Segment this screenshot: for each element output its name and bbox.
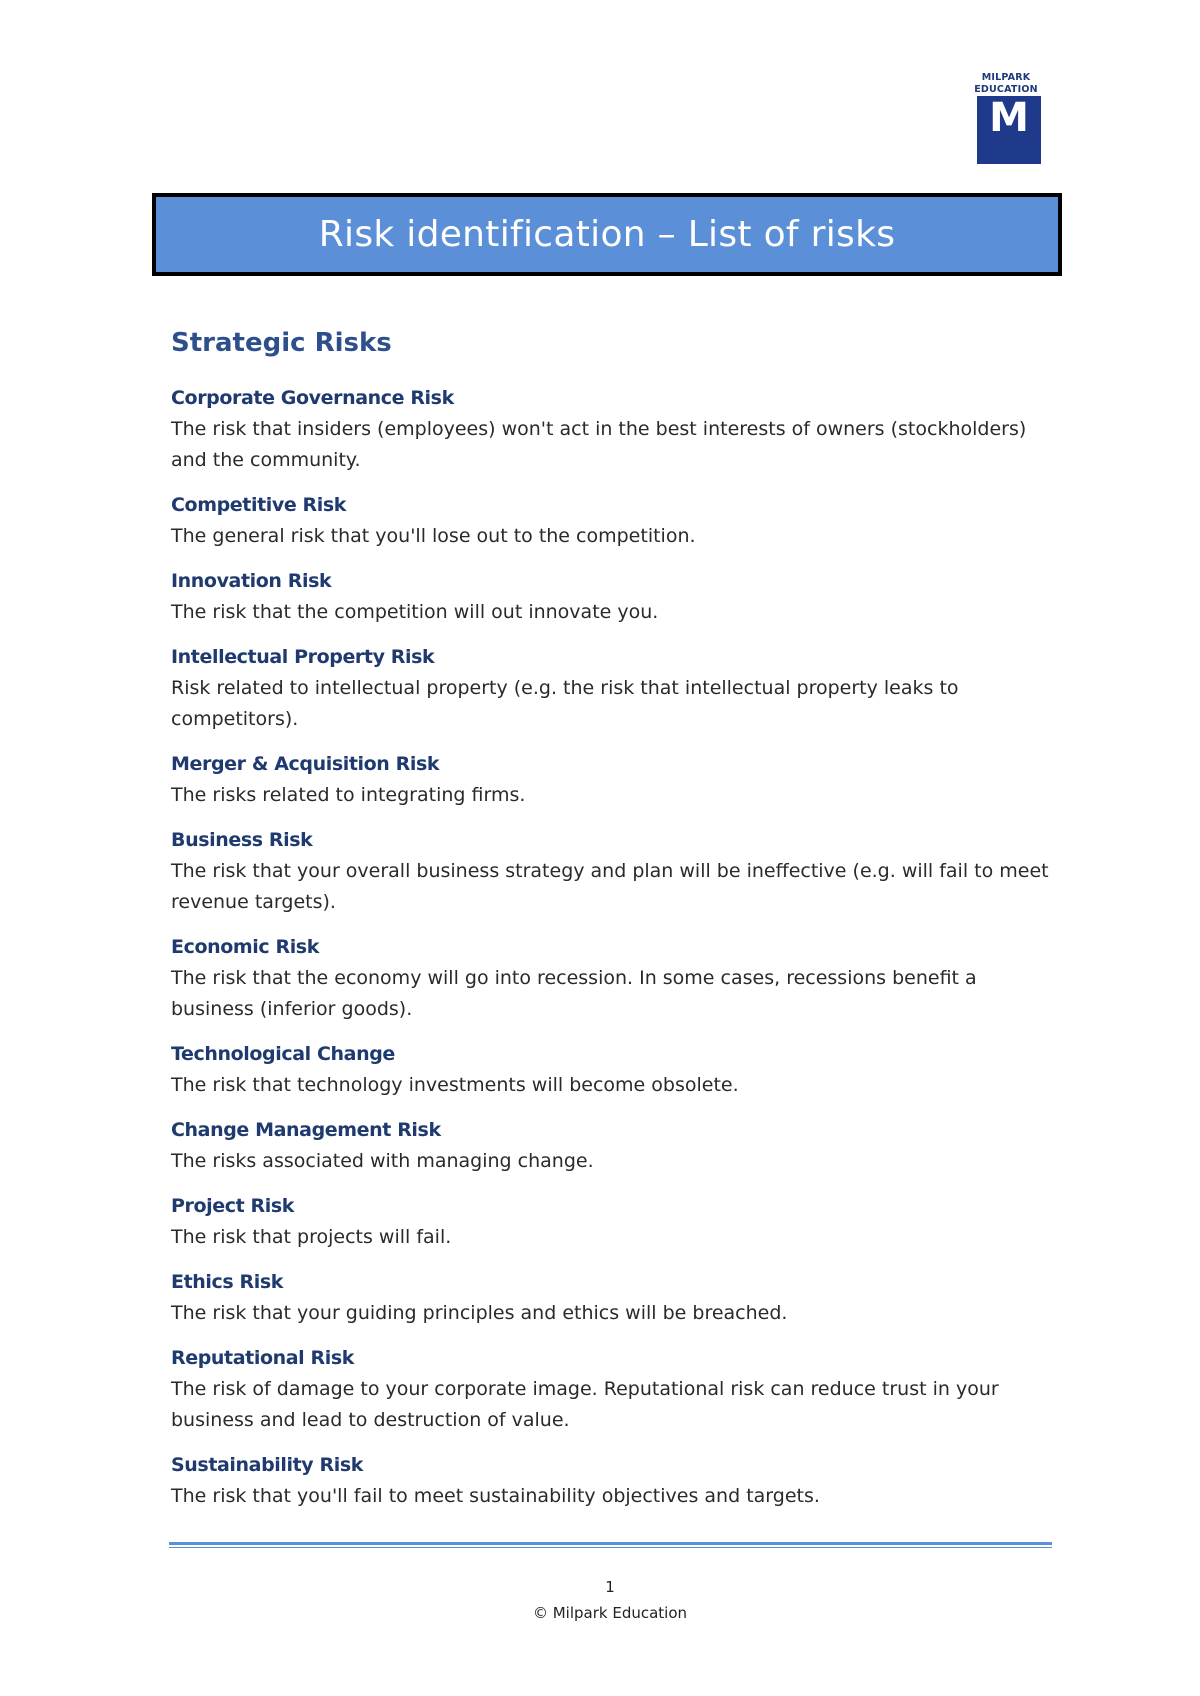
risk-item [171, 1343, 1051, 1436]
risk-item [171, 642, 1051, 735]
risk-item [171, 749, 1051, 811]
risk-name: Competitive Risk [171, 494, 347, 516]
risk-name: Innovation Risk [171, 570, 332, 592]
logo-text-education: EDUCATION [974, 84, 1038, 95]
risk-description: The risk of damage to your corporate image. Reputational risk can reduce trust in your business and lead to destruction of value. [171, 1378, 999, 1431]
risk-item [171, 1039, 1051, 1101]
risk-name: Business Risk [171, 829, 313, 851]
risk-name: Merger & Acquisition Risk [171, 753, 440, 775]
risk-description: The risks related to integrating firms. [171, 784, 526, 806]
risk-name: Economic Risk [171, 936, 319, 958]
risk-item [171, 932, 1051, 1025]
risk-description: The general risk that you'll lose out to the competition. [171, 525, 696, 547]
risk-description: The risk that the competition will out innovate you. [171, 601, 659, 623]
title-banner [152, 193, 1062, 276]
risk-description: The risk that your guiding principles and ethics will be breached. [171, 1302, 788, 1324]
logo-mark: M [977, 96, 1041, 164]
risk-description: The risk that technology investments will become obsolete. [171, 1074, 739, 1096]
risk-name: Corporate Governance Risk [171, 387, 454, 409]
risk-item [171, 1267, 1051, 1329]
risk-description: The risk that insiders (employees) won't act in the best interests of owners (stockholders) and the community. [171, 418, 1027, 471]
footer-divider [169, 1542, 1052, 1548]
risk-name: Change Management Risk [171, 1119, 441, 1141]
risk-name: Reputational Risk [171, 1347, 354, 1369]
risk-item [171, 566, 1051, 628]
risk-item [171, 1115, 1051, 1177]
risk-item [171, 490, 1051, 552]
risk-description: Risk related to intellectual property (e.g. the risk that intellectual property leaks to competitors). [171, 677, 959, 730]
risk-description: The risk that your overall business strategy and plan will be ineffective (e.g. will fail to meet revenue targets). [171, 860, 1049, 913]
risk-description: The risk that you'll fail to meet sustainability objectives and targets. [171, 1485, 820, 1507]
page-number: 1 [605, 1578, 615, 1596]
risk-description: The risks associated with managing change. [171, 1150, 594, 1172]
section-heading: Strategic Risks [171, 328, 392, 358]
copyright-notice: © Milpark Education [532, 1604, 688, 1622]
risk-item [171, 383, 1051, 476]
risk-item [171, 1191, 1051, 1253]
risk-item [171, 1450, 1051, 1512]
risk-name: Sustainability Risk [171, 1454, 363, 1476]
risk-item [171, 825, 1051, 918]
document-title: Risk identification – List of risks [318, 214, 896, 255]
risk-name: Intellectual Property Risk [171, 646, 435, 668]
risk-name: Project Risk [171, 1195, 294, 1217]
risk-name: Technological Change [171, 1043, 395, 1065]
risk-name: Ethics Risk [171, 1271, 283, 1293]
risk-description: The risk that projects will fail. [171, 1226, 452, 1248]
logo-text-milpark: MILPARK [981, 72, 1031, 83]
risk-list [171, 383, 1051, 1526]
milpark-education-logo [972, 72, 1040, 164]
risk-description: The risk that the economy will go into recession. In some cases, recessions benefit a business (inferior goods). [171, 967, 977, 1020]
